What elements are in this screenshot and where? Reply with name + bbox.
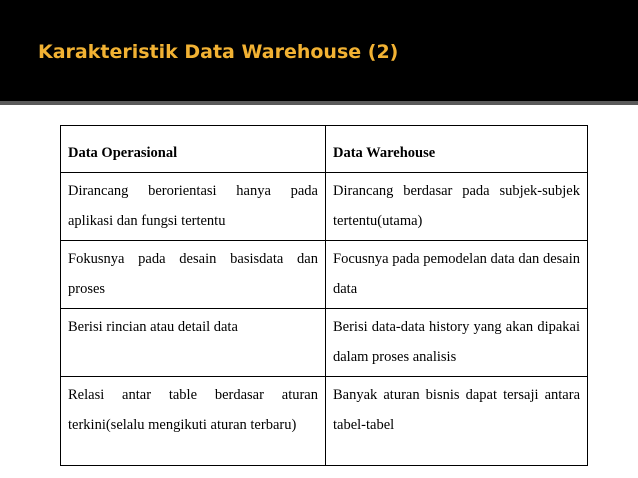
slide-title: Karakteristik Data Warehouse (2) <box>38 41 399 63</box>
comparison-table <box>60 125 588 466</box>
slide-header <box>0 0 638 101</box>
cell-warehouse: Dirancang berdasar pada subjek-subjek tertentu(utama) <box>326 173 588 241</box>
cell-warehouse: Focusnya pada pemodelan data dan desain data <box>326 241 588 309</box>
cell-operasional: Berisi rincian atau detail data <box>61 309 326 377</box>
table-row <box>61 377 588 466</box>
column-header-data-operasional: Data Operasional <box>61 126 326 173</box>
table-row <box>61 309 588 377</box>
cell-warehouse: Berisi data-data history yang akan dipakai dalam proses analisis <box>326 309 588 377</box>
cell-operasional: Relasi antar table berdasar aturan terkini(selalu mengikuti aturan terbaru) <box>61 377 326 466</box>
cell-warehouse: Banyak aturan bisnis dapat tersaji antara tabel-tabel <box>326 377 588 466</box>
column-header-data-warehouse: Data Warehouse <box>326 126 588 173</box>
cell-operasional: Dirancang berorientasi hanya pada aplikasi dan fungsi tertentu <box>61 173 326 241</box>
table-row <box>61 241 588 309</box>
header-divider <box>0 101 638 105</box>
table-header-row <box>61 126 588 173</box>
table-row <box>61 173 588 241</box>
cell-operasional: Fokusnya pada desain basisdata dan proses <box>61 241 326 309</box>
